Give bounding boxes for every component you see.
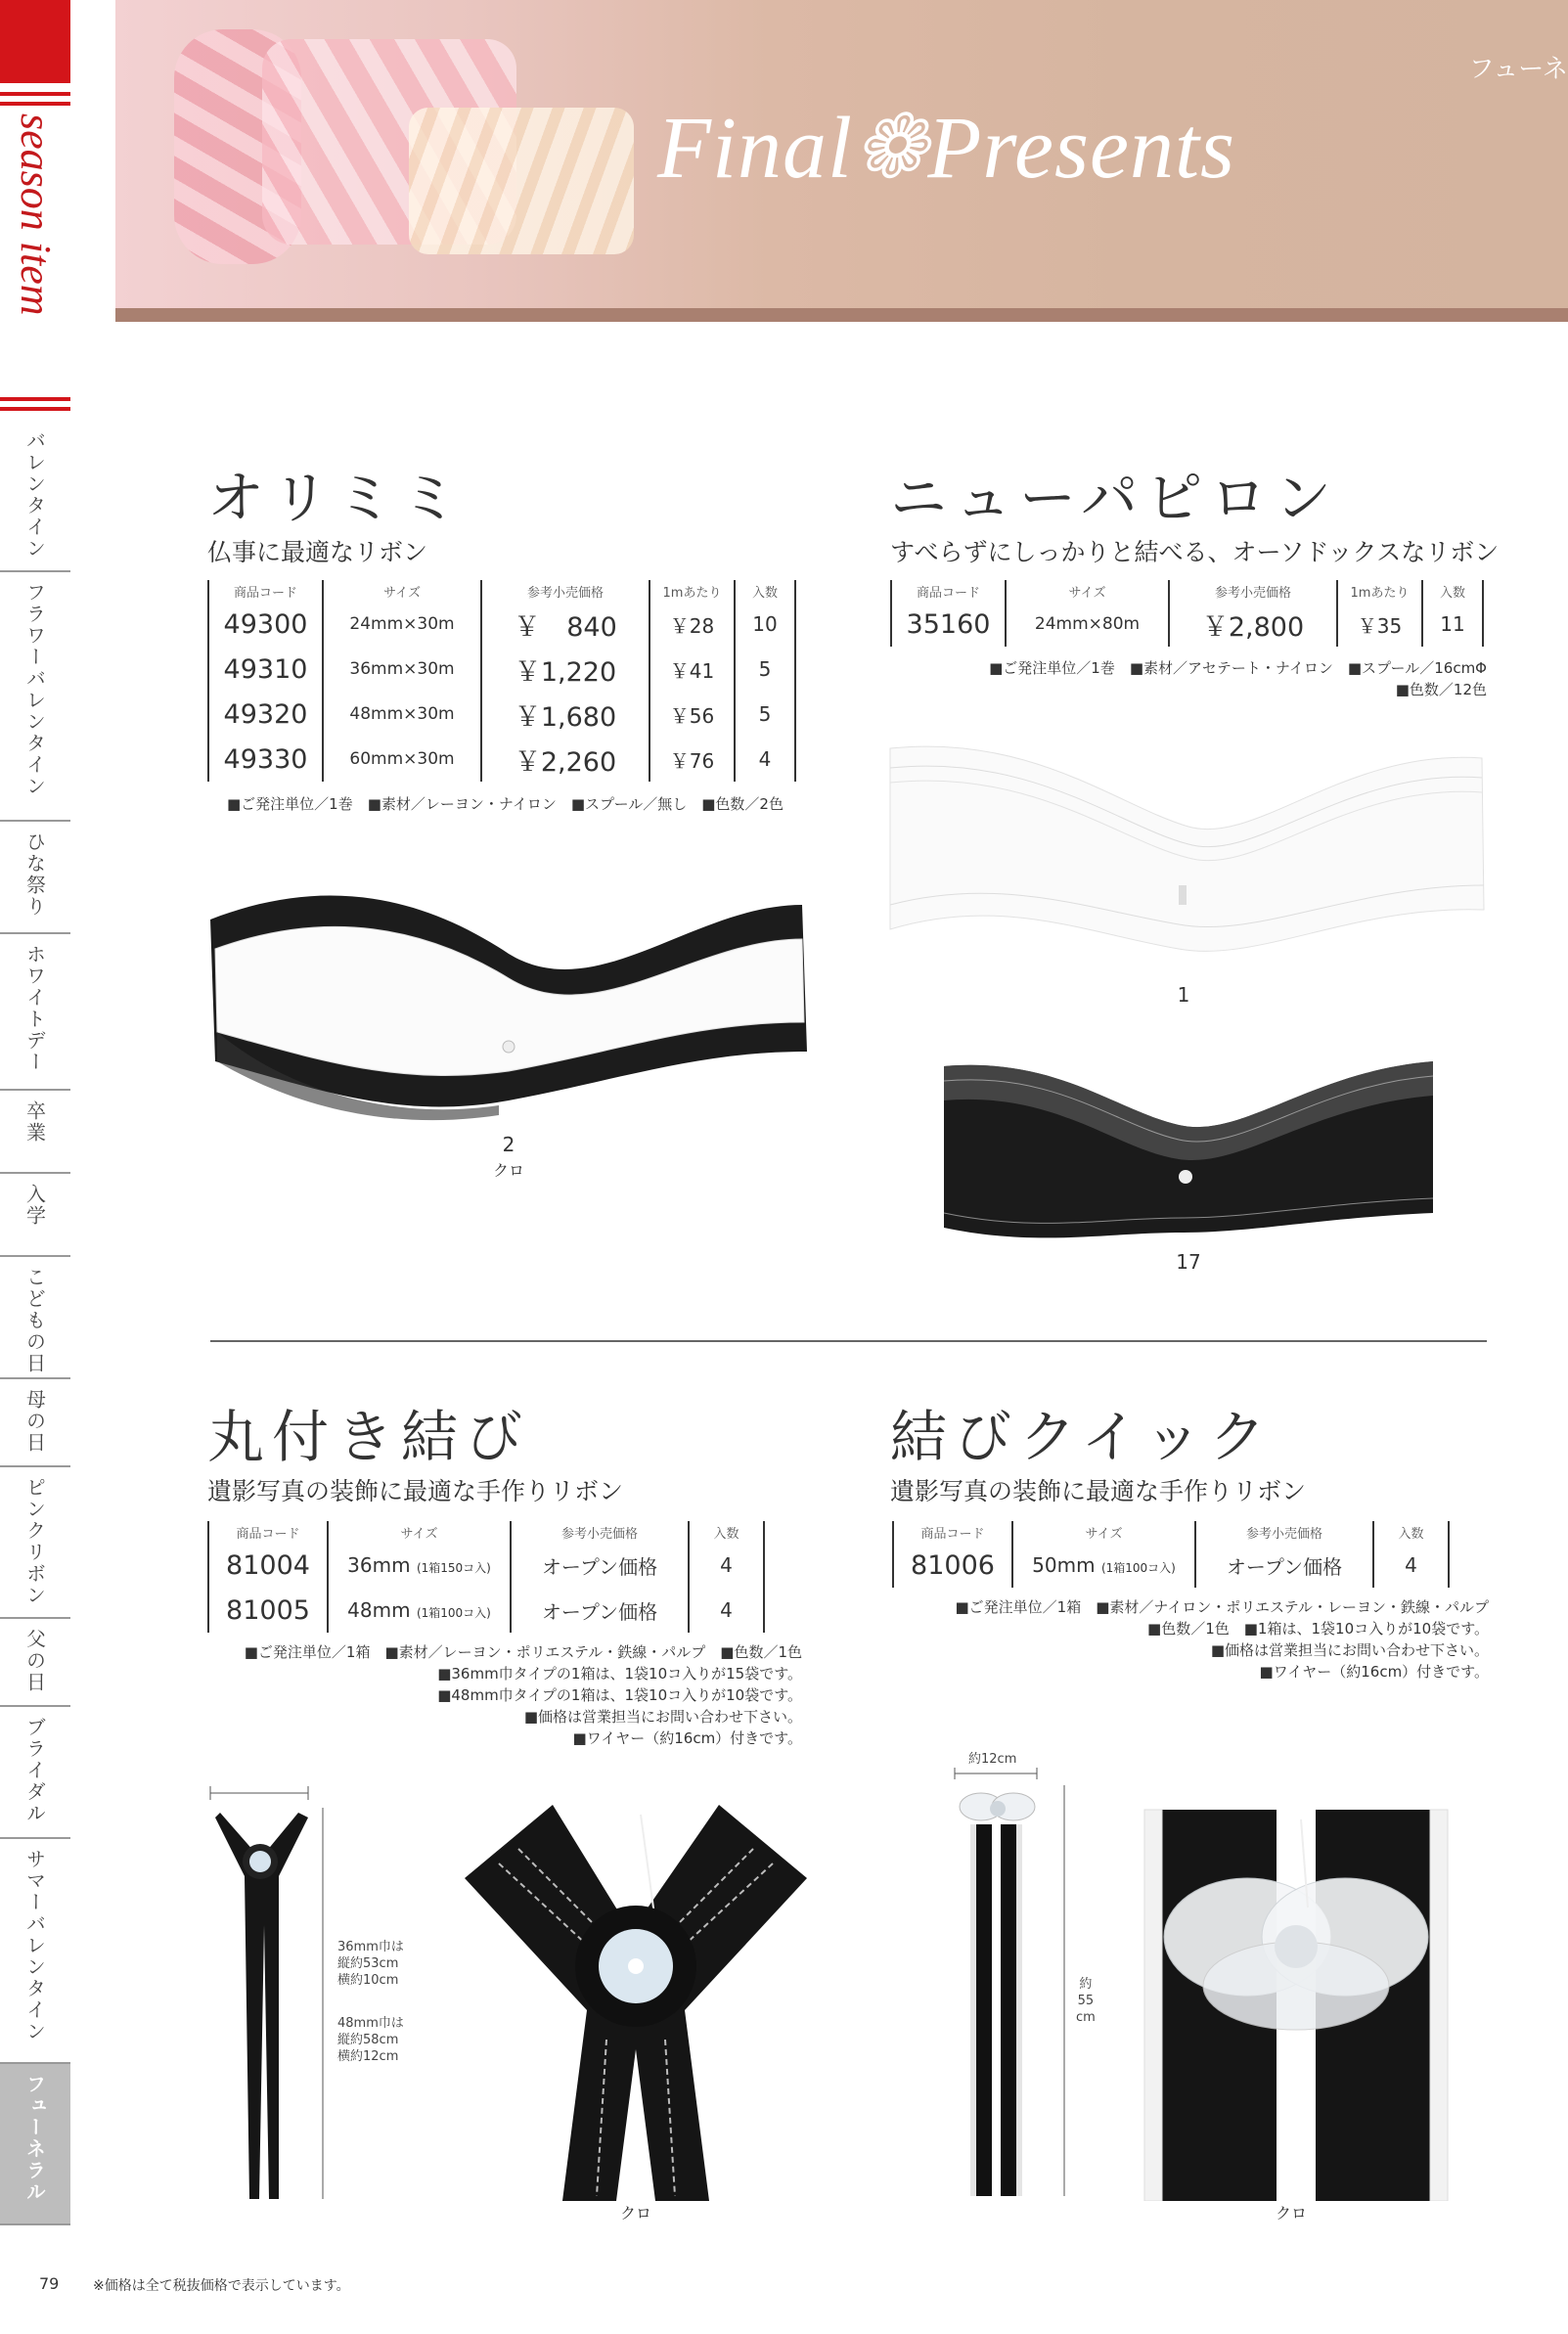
sidebar-item-label: フューネラル: [22, 2074, 47, 2203]
ribbon-image-orimimi: [205, 885, 812, 1140]
spec-table-orimimi: [207, 580, 796, 782]
size-pack: (1箱150コ入): [416, 1561, 491, 1575]
table-row: [208, 1543, 764, 1588]
product-code: 81006: [893, 1543, 1012, 1588]
size-value: 48mm: [347, 1598, 411, 1622]
image-label-number: 2: [502, 1133, 515, 1156]
dimension-line: 横約10cm: [337, 1973, 399, 1988]
table-row: [208, 737, 795, 782]
sidebar-rule-bottom: [0, 397, 70, 417]
dimension-height-label: [1076, 1976, 1096, 2026]
table-header: 商品コード: [208, 1521, 328, 1543]
sidebar-item-summer-valentine[interactable]: [0, 1839, 70, 2064]
price: ￥1,680: [481, 692, 650, 737]
size: 24mm×80m: [1006, 602, 1169, 647]
quantity: 11: [1422, 602, 1483, 647]
sidebar-item-label: 卒業: [22, 1100, 47, 1144]
dimension-line: 横約12cm: [337, 2049, 399, 2064]
sidebar-item-label: バレンタイン: [22, 430, 47, 560]
sidebar-item-funeral[interactable]: [0, 2064, 70, 2225]
table-header: 1mあたり: [1337, 580, 1422, 602]
table-row: [893, 1543, 1449, 1588]
sidebar-item-label: ホワイトデー: [22, 944, 47, 1073]
dimension-line: 36mm巾は: [337, 1940, 404, 1954]
image-label-number: 1: [1177, 983, 1190, 1007]
quantity: 5: [735, 647, 795, 692]
header-corner-label: フューネ: [1468, 55, 1568, 84]
table-header: 入数: [1373, 1521, 1449, 1543]
sidebar-item-whiteday[interactable]: [0, 934, 70, 1091]
sidebar-item-label: ブライダル: [22, 1717, 47, 1824]
sidebar-item-graduation[interactable]: [0, 1091, 70, 1174]
price: ￥ 840: [481, 602, 650, 647]
table-row: [208, 1588, 764, 1633]
dimension-text-36mm: [337, 1939, 404, 1989]
sidebar-item-mothers-day[interactable]: [0, 1379, 70, 1467]
sidebar-item-label: 入学: [22, 1184, 47, 1227]
product-code: 49310: [208, 647, 323, 692]
price: ￥1,220: [481, 647, 650, 692]
table-row: [208, 602, 795, 647]
quantity: 4: [689, 1588, 764, 1633]
quantity: 4: [1373, 1543, 1449, 1588]
table-header: 1mあたり: [650, 580, 735, 602]
note-line: ■ワイヤー（約16cm）付きです。: [572, 1729, 802, 1747]
table-row: [208, 692, 795, 737]
spec-table-new-papillon: [890, 580, 1484, 647]
note-line: ■ご発注単位／1巻 ■素材／アセテート・ナイロン ■スプール／16cmΦ: [989, 659, 1487, 677]
sidebar-item-label: ピンクリボン: [22, 1477, 47, 1606]
size-value: 36mm: [347, 1553, 411, 1577]
sidebar-item-label: 母の日: [22, 1389, 47, 1454]
sidebar-item-pink-ribbon[interactable]: [0, 1467, 70, 1619]
image-label-color: クロ: [492, 1161, 524, 1180]
quantity: 4: [689, 1543, 764, 1588]
price: ￥2,800: [1169, 602, 1337, 647]
product-subtitle-orimimi: 仏事に最適なリボン: [207, 538, 428, 566]
price-per-meter: ￥35: [1337, 602, 1422, 647]
sidebar-item-flower-valentine[interactable]: [0, 572, 70, 822]
table-header: 商品コード: [208, 580, 323, 602]
image-label-number: 17: [1176, 1250, 1201, 1274]
sidebar-item-label: ひな祭り: [22, 831, 47, 918]
ribbon-image-black: [939, 1052, 1438, 1247]
table-header: 参考小売価格: [1169, 580, 1337, 602]
sidebar-top-bar: [0, 0, 70, 83]
page-number: 79: [39, 2274, 60, 2293]
size-value: 50mm: [1032, 1553, 1096, 1577]
dimension-line: 約: [1079, 1977, 1093, 1992]
price-per-meter: ￥76: [650, 737, 735, 782]
product-code: 49320: [208, 692, 323, 737]
dimension-line: 縦約58cm: [337, 2033, 399, 2047]
note-line: ■48mm巾タイプの1箱は、1袋10コ入りが10袋です。: [437, 1686, 802, 1704]
table-header: 参考小売価格: [1195, 1521, 1373, 1543]
product-notes-orimimi: ■ご発注単位／1巻 ■素材／レーヨン・ナイロン ■スプール／無し ■色数／2色: [227, 795, 784, 813]
ribbon-image-marutsuki-small: [205, 1778, 333, 2209]
table-header: 入数: [689, 1521, 764, 1543]
page-title: Final❁Presents: [657, 100, 1236, 197]
product-title-new-papillon: ニューパピロン: [890, 465, 1340, 531]
spec-table-musubi-quick: [892, 1521, 1450, 1588]
price-per-meter: ￥56: [650, 692, 735, 737]
size: 48mm×30m: [323, 692, 481, 737]
product-code: 49330: [208, 737, 323, 782]
ribbon-image-white: [885, 739, 1487, 978]
note-line: ■価格は営業担当にお問い合わせ下さい。: [523, 1708, 802, 1726]
dimension-line: cm: [1076, 2010, 1096, 2025]
product-code: 49300: [208, 602, 323, 647]
table-header: 参考小売価格: [511, 1521, 689, 1543]
dimension-line: 縦約53cm: [337, 1956, 399, 1971]
note-line: ■色数／12色: [1395, 681, 1487, 698]
header-bottom-bar: [115, 308, 1568, 322]
spec-table-marutsuki: [207, 1521, 765, 1633]
table-header: サイズ: [1006, 580, 1169, 602]
table-header: 入数: [1422, 580, 1483, 602]
table-header: サイズ: [1012, 1521, 1195, 1543]
sidebar-item-hinamatsuri[interactable]: [0, 822, 70, 934]
image-label-color: クロ: [619, 2204, 651, 2222]
size-pack: (1箱100コ入): [416, 1606, 491, 1620]
table-header: サイズ: [323, 580, 481, 602]
dimension-text-48mm: [337, 2015, 404, 2065]
note-line: ■色数／1色 ■1箱は、1袋10コ入りが10袋です。: [1147, 1620, 1489, 1638]
product-subtitle-new-papillon: すべらずにしっかりと結べる、オーソドックスなリボン: [890, 538, 1500, 566]
product-notes-marutsuki: [196, 1641, 802, 1749]
sidebar-item-bridal[interactable]: [0, 1707, 70, 1839]
table-header: 参考小売価格: [481, 580, 650, 602]
sidebar-item-label: フラワーバレンタイン: [22, 582, 47, 797]
season-item-label: season item: [12, 113, 60, 316]
note-line: ■ご発注単位／1箱 ■素材／ナイロン・ポリエステル・レーヨン・鉄線・パルプ: [955, 1598, 1489, 1616]
table-header: 商品コード: [893, 1521, 1012, 1543]
product-code: 35160: [891, 602, 1006, 647]
price-per-meter: ￥41: [650, 647, 735, 692]
section-divider: [210, 1340, 1487, 1342]
size: [328, 1588, 511, 1633]
ribbon-image-musubi-small: [947, 1766, 1079, 2206]
note-line: ■ワイヤー（約16cm）付きです。: [1259, 1663, 1489, 1681]
product-notes-new-papillon: [880, 657, 1487, 700]
sidebar-rule-top: [0, 92, 70, 112]
product-title-musubi-quick: 結びクイック: [890, 1404, 1274, 1470]
table-row: [891, 602, 1483, 647]
ribbon-image-marutsuki-large: [460, 1795, 812, 2206]
product-code: 81005: [208, 1588, 328, 1633]
product-subtitle-musubi-quick: 遺影写真の装飾に最適な手作りリボン: [890, 1477, 1307, 1505]
note-line: ■36mm巾タイプの1箱は、1袋10コ入りが15袋です。: [437, 1665, 802, 1683]
product-code: 81004: [208, 1543, 328, 1588]
dimension-line: 55: [1077, 1994, 1095, 2008]
quantity: 5: [735, 692, 795, 737]
ribbon-image-musubi-large: [1140, 1790, 1453, 2201]
sidebar-item-label: 父の日: [22, 1629, 47, 1693]
image-label-color: クロ: [1275, 2204, 1307, 2222]
product-title-orimimi: オリミミ: [207, 465, 467, 531]
product-subtitle-marutsuki: 遺影写真の装飾に最適な手作りリボン: [207, 1477, 624, 1505]
price-per-meter: ￥28: [650, 602, 735, 647]
table-header: 商品コード: [891, 580, 1006, 602]
sidebar-item-valentine[interactable]: [0, 421, 70, 572]
price: オープン価格: [511, 1543, 689, 1588]
size: 24mm×30m: [323, 602, 481, 647]
sidebar: [0, 0, 70, 2334]
dimension-line: 48mm巾は: [337, 2016, 404, 2031]
table-row: [208, 647, 795, 692]
note-line: ■価格は営業担当にお問い合わせ下さい。: [1210, 1641, 1489, 1659]
quantity: 10: [735, 602, 795, 647]
footer-note: ※価格は全て税抜価格で表示しています。: [93, 2278, 350, 2294]
size: [328, 1543, 511, 1588]
table-header: 入数: [735, 580, 795, 602]
sidebar-item-childrens-day[interactable]: [0, 1257, 70, 1379]
price: オープン価格: [511, 1588, 689, 1633]
size-pack: (1箱100コ入): [1100, 1561, 1176, 1575]
size: 60mm×30m: [323, 737, 481, 782]
size: [1012, 1543, 1195, 1588]
header-decoration-candy: [409, 108, 634, 254]
price: ￥2,260: [481, 737, 650, 782]
product-notes-musubi-quick: [880, 1596, 1489, 1683]
sidebar-item-entrance[interactable]: [0, 1174, 70, 1257]
dimension-width-label: 約12cm: [968, 1752, 1017, 1767]
sidebar-item-fathers-day[interactable]: [0, 1619, 70, 1707]
product-title-marutsuki: 丸付き結び: [207, 1404, 531, 1470]
quantity: 4: [735, 737, 795, 782]
price: オープン価格: [1195, 1543, 1373, 1588]
note-line: ■ご発注単位／1箱 ■素材／レーヨン・ポリエステル・鉄線・パルプ ■色数／1色: [244, 1643, 802, 1661]
table-header: サイズ: [328, 1521, 511, 1543]
sidebar-item-label: こどもの日: [22, 1267, 47, 1374]
size: 36mm×30m: [323, 647, 481, 692]
sidebar-item-label: サマーバレンタイン: [22, 1849, 47, 2042]
